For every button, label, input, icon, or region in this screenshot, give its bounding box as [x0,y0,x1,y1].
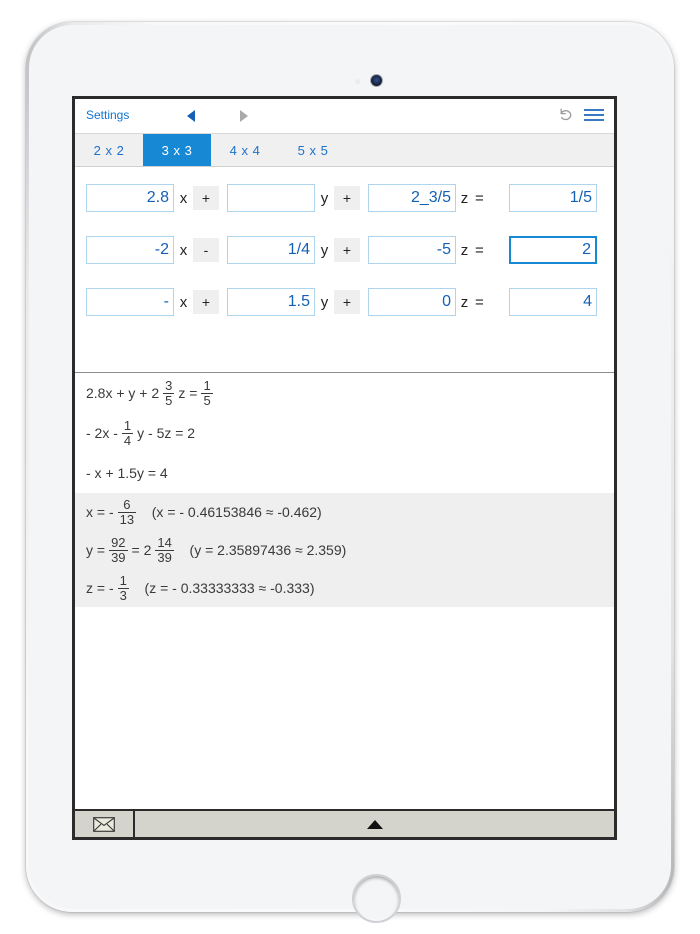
coefficient-c-input-row1[interactable]: 2_3/5 [368,184,456,212]
fraction-numerator: 1 [203,377,211,393]
solution-results-block [75,493,614,607]
matrix-size-tabs [75,134,614,167]
math-text: z = - [86,580,114,596]
triangle-up-icon [367,820,383,829]
operator-button-2-row1[interactable]: + [334,186,360,210]
triangle-left-icon[interactable] [187,110,195,122]
envelope-icon [93,817,115,832]
coefficient-c-input-row2[interactable]: -5 [368,236,456,264]
mail-button[interactable] [75,811,135,837]
coefficient-a-input-row3[interactable]: - [86,288,174,316]
fraction [109,536,127,564]
fraction-denominator: 39 [157,549,172,565]
math-text: - x + 1.5y = 4 [86,465,168,481]
front-camera-icon [371,75,382,86]
equals-sign-row1: = [475,189,484,207]
math-text: (x = - 0.46153846 ≈ -0.462) [140,504,322,520]
variable-label-x-row3: x [179,293,188,311]
constant-input-row1[interactable]: 1/5 [509,184,597,212]
fraction [163,379,174,407]
fraction-numerator: 6 [123,496,131,512]
triangle-right-icon[interactable] [240,110,248,122]
fraction-denominator: 3 [119,587,127,603]
constant-input-row3[interactable]: 4 [509,288,597,316]
fraction [122,419,133,447]
top-navigation-bar [75,99,614,134]
system-equation-3 [75,453,614,493]
fraction [118,574,129,602]
variable-label-y-row3: y [320,293,329,311]
solution-result-2 [75,531,614,569]
math-text: z = [178,385,198,401]
variable-label-y-row1: y [320,189,329,207]
coefficient-b-input-row1[interactable] [227,184,315,212]
tab-4x4[interactable]: 4 x 4 [229,142,261,158]
fraction-numerator: 92 [111,534,126,550]
solution-pane [75,372,614,756]
fraction-denominator: 4 [123,432,132,448]
app-screen [72,96,617,840]
system-equation-1 [75,373,614,413]
equals-sign-row2: = [475,241,484,259]
equation-row-2 [86,235,614,265]
math-text: - 2x - [86,425,118,441]
solution-result-1 [75,493,614,531]
equation-row-1 [86,183,614,213]
coefficient-a-input-row1[interactable]: 2.8 [86,184,174,212]
fraction-numerator: 14 [157,534,172,550]
math-text: y = [86,542,106,558]
fraction-denominator: 13 [119,511,135,527]
tab-3x3[interactable]: 3 x 3 [143,134,211,166]
coefficient-c-input-row3[interactable]: 0 [368,288,456,316]
variable-label-z-row2: z [460,241,469,259]
math-text: = 2 [131,542,152,558]
keyboard-dismiss-button[interactable] [135,811,614,837]
settings-link[interactable]: Settings [86,108,130,122]
fraction-denominator: 5 [203,392,211,408]
variable-label-x-row2: x [179,241,188,259]
operator-button-1-row3[interactable]: + [193,290,219,314]
variable-label-z-row3: z [460,293,469,311]
tab-5x5[interactable]: 5 x 5 [297,142,329,158]
coefficient-a-input-row2[interactable]: -2 [86,236,174,264]
math-text: y - 5z = 2 [137,425,196,441]
home-button[interactable] [352,874,401,923]
math-text: x = - [86,504,114,520]
solution-result-3 [75,569,614,607]
fraction-denominator: 5 [165,392,173,408]
constant-input-row2[interactable]: 2 [509,236,597,264]
fraction [155,536,173,564]
undo-arrow-icon[interactable] [558,107,574,123]
fraction-denominator: 39 [111,549,126,565]
system-equation-2 [75,413,614,453]
math-text: (z = - 0.33333333 ≈ -0.333) [132,580,315,596]
math-text: 2.8x + y + 2 [86,385,160,401]
fraction [201,379,212,407]
operator-button-1-row1[interactable]: + [193,186,219,210]
math-text: (y = 2.35897436 ≈ 2.359) [177,542,347,558]
fraction-numerator: 3 [165,377,173,393]
equation-row-3 [86,287,614,317]
hamburger-menu-icon[interactable] [584,109,604,122]
tab-2x2[interactable]: 2 x 2 [93,142,125,158]
fraction-numerator: 1 [119,572,127,588]
coefficient-b-input-row2[interactable]: 1/4 [227,236,315,264]
fraction-numerator: 1 [123,417,132,433]
variable-label-z-row1: z [460,189,469,207]
operator-button-1-row2[interactable]: - [193,238,219,262]
equation-editor [75,167,614,372]
operator-button-2-row3[interactable]: + [334,290,360,314]
restated-system-block [75,373,614,493]
variable-label-y-row2: y [320,241,329,259]
fraction [118,498,136,526]
equals-sign-row3: = [475,293,484,311]
ambient-light-sensor-icon [355,79,360,84]
variable-label-x-row1: x [179,189,188,207]
operator-button-2-row2[interactable]: + [334,238,360,262]
bottom-toolbar [75,809,614,837]
coefficient-b-input-row3[interactable]: 1.5 [227,288,315,316]
